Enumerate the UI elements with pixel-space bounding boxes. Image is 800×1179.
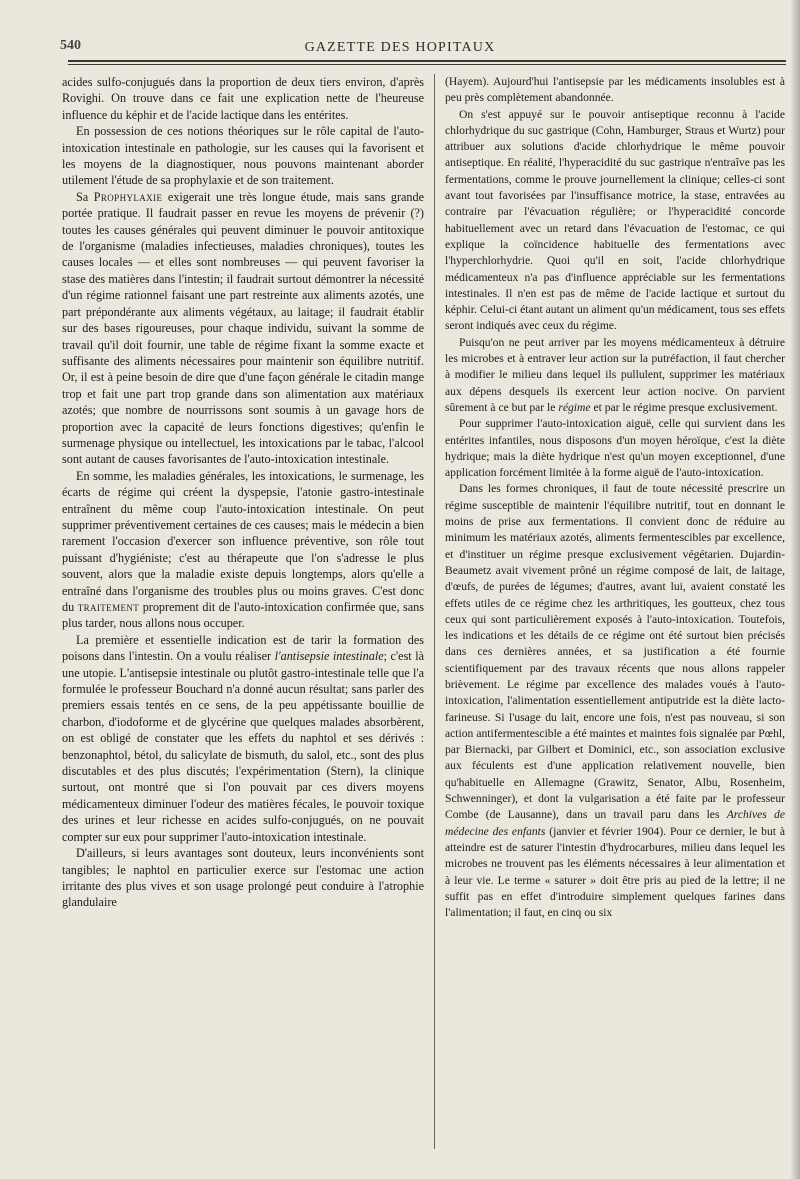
page-edge-shadow [790,0,800,1179]
paragraph-prophylaxie [62,189,424,468]
text-run: et par le régime presque exclusivement. [593,400,778,414]
italic-term: l'antisepsie intestinale [274,649,384,664]
italic-term: régime [558,400,591,414]
paragraph [445,481,785,921]
text-run: Sa [76,189,89,204]
paragraph: En possession de ces notions théoriques sur le rôle capital de l'auto-intoxication intestinale en pathologie, sur les causes qui la favorisent et les moyens de la diagnostiquer, nous pouvons maintenant aborder utilement l'étude de sa prophylaxie et de son traitement. [62,124,424,188]
header-rule-thin [68,64,786,65]
paragraph-traitement [62,468,424,632]
page-number: 540 [60,38,81,53]
left-column [62,74,424,1154]
paragraph: Pour supprimer l'auto-intoxication aiguë, celle qui survient dans les entérites infantiles, nous disposons d'un moyen héroïque, c'est la diète hydrique; mais la diète hydrique n'est qu'un moyen exceptionnel, d'une application forcément limitée à la forme aiguë de l'auto-intoxication. [445,417,785,480]
header-rule-thick [68,60,786,62]
section-term: Prophylaxie [93,189,163,204]
text-run: Dans les formes chroniques, il faut de toute nécessité prescrire un régime susceptible de maintenir l'équilibre nutritif, tout en donnant le moins de prise aux fermentations. Il convient donc de réduire au minimum les matériaux azotés, aliments fermentescibles par excellence, et d'instituer un régime presque exclusivement végétarien. Dujardin-Beaumetz avait vivement prôné un régime composé de lait, de laitage, d'œufs, de purées de légumes; d'autres, avant lui, avaient constaté les effets utiles de ce régime chez les arthritiques, les goutteux, chez tous ceux qui sont particulièrement exposés à l'auto-intoxication. Toutefois, les indications et les détails de ce régime ont été surtout bien précisés dans ces dernières années, et sa justification a été fournie scientifiquement par des travaux récents que nous allons rappeler brièvement. Le régime par excellence des malades voués à l'auto-intoxication, l'alimentation essentiellement antiputride est la diète lacto-farineuse. Si l'usage du lait, encore une fois, n'est pas nouveau, si son action antifermentescible a été maintes et maintes fois signalée par Pœhl, par Biernacki, par Gilbert et Dominici, etc., son association exclusive aux féculents est d'une application relativement nouvelle, bien qu'habituelle en Allemagne (Grawitz, Senator, Albu, Rosenheim, Schwenninger), et dont la vulgarisation a été faite par le professeur Combe (de Lausanne), dans un travail paru dans les [445,482,785,822]
text-run: proprement dit de l'auto-intoxication confirmée que, sans plus tarder, nous allons nous occuper. [62,600,424,631]
text-run: En somme, les maladies générales, les intoxications, le surmenage, les écarts de régime qui créent la dyspepsie, l'atonie gastro-intestinale entraînent du même coup l'auto-intoxication intestinale. On peut supprimer préventivement certaines de ces causes; mais le médecin a bien rarement l'occasion d'exercer son influence préventive, son rôle tout puissant d'hygiéniste; c'est au thérapeute que l'on s'adresse le plus souvent, alors que la maladie existe depuis longtemps, alors qu'elle a entraîné dans l'organisme des troubles plus ou moins graves. C'est donc du [62,468,424,614]
paragraph [445,335,785,416]
column-divider [434,74,435,1149]
journal-title: Archives de médecine des enfants [445,808,785,838]
right-column [445,74,785,1154]
text-run: ; c'est là une utopie. L'antisepsie intestinale ou plutôt gastro-intestinale telle que l'a formulée le professeur Bouchard n'a donné aucun résultat; sans parler des premiers essais tentés en ce sens, de la peu appétissante bouillie de charbon, d'iodoforme et de glycérine que quelques malades absorbèrent, on est obligé de constater que les effets du naphtol et ses dérivés : benzonaphtol, bétol, du salicylate de bismuth, du salol, etc., sont des plus discutables et des plus discutés; l'expérimentation (Stern), la clinique surtout, ont montré que si l'on pouvait par ces divers moyens médicamenteux diminuer l'odeur des matières fécales, le pouvoir toxique des urines et leur richesse en acides sulfo-conjugués, on ne pouvait compter sur eux pour supprimer l'auto-intoxication intestinale. [62,649,424,844]
text-run: Puisqu'on ne peut arriver par les moyens médicamenteux à détruire les microbes et à entraver leur action sur la putréfaction, il faut chercher à modifier le milieu dans lequel ils pullulent, supprimer les matériaux aux dépens desquels ils exercent leur action nocive. On parvient sûrement à ce but par le [445,335,785,414]
paragraph: On s'est appuyé sur le pouvoir antiseptique reconnu à l'acide chlorhydrique du suc gastrique (Cohn, Hamburger, Straus et Wurtz) pour attribuer aux solutions d'acide chlorhydrique le même pouvoir antiseptique. En réalité, l'hyperacidité du suc gastrique n'entraîve pas les fermentations, comme le prouve journellement la clinique; celles-ci sont avant tout favorisées par l'insuffisance motrice, la stase, entravées au contraire par l'évacuation régulière; or l'hyperacidité concorde habituellement avec un retard dans l'évacuation de l'estomac, ce qui explique la coïncidence habituelle des fermentations avec l'hyperchlorhydrie. Quoi qu'il en soit, l'acide chlorhydrique médicamenteux n'a pas d'influence appréciable sur les fermentations intestinales. Il n'en est pas de même de l'acide lactique et surtout du képhir. Celui-ci étant autant un aliment qu'un médicament, tous ses effets seront indiqués avec ceux du régime. [445,107,785,333]
paragraph: D'ailleurs, si leurs avantages sont douteux, leurs inconvénients sont tangibles; le naphtol en particulier exerce sur l'estomac une action irritante des plus vives et son usage prolongé peut conduire à l'atrophie glandulaire [62,846,424,910]
text-run: (janvier et février 1904). Pour ce dernier, le but à atteindre est de saturer l'intestin d'hydrocarbures, milieu dans lequel les microbes ne trouvent pas les éléments nécessaires à leur alimentation et à leur vie. Le terme « saturer » doit être pris au pied de la lettre; il ne suffit pas en effet d'introduire simplement quelques farines dans l'alimentation; il faut, en cinq ou six [445,824,785,920]
text-run: exigerait une très longue étude, mais sans grande portée pratique. Il faudrait passer en revue les moyens de prévenir (?) toutes les causes générales qui peuvent diminuer le pouvoir antitoxique de l'organisme (maladies infectieuses, maladies chroniques), toutes les causes locales — et elles sont nombreuses — qui peuvent favoriser la stase des matières dans l'intestin; il faudrait surtout démontrer la nécessité d'un régime rationnel faisant une part restreinte aux aliments azotés, une part prépondérante aux aliments végétaux, au laitage; il faudrait établir sur des bases rigoureuses, pour chaque individu, suivant la somme de travail qu'il doit fournir, une table de régime fixant la somme exacte et suffisante des aliments nécessaires pour maintenir son équilibre nutritif. Or, il est à peine besoin de dire que d'une façon générale le citadin mange trop et fait une part trop grande dans son alimentation aux matériaux azotés; que nombre de nourrissons sont soumis à un gavage hors de proportion avec la capacité de leurs fonctions digestives; qu'enfin le surmenage physique ou intellectuel, les intoxications par le tabac, l'alcool sont autant de causes favorisantes de l'auto-intoxication intestinale. [62,189,424,467]
section-term: traitement [77,600,140,614]
paragraph: (Hayem). Aujourd'hui l'antisepsie par les médicaments insolubles est à peu près complètement abandonnée. [445,75,785,105]
paragraph [62,632,424,845]
paragraph: acides sulfo-conjugués dans la proportion de deux tiers environ, d'après Rovighi. On trouve dans ce fait une explication nette de l'heureuse influence du képhir et de l'acide lactique dans les entérites. [62,75,424,122]
running-title: GAZETTE DES HOPITAUX [304,40,496,55]
text-run: La première et essentielle indication est de tarir la formation des poisons dans l'intestin. On a voulu réaliser [62,632,424,664]
